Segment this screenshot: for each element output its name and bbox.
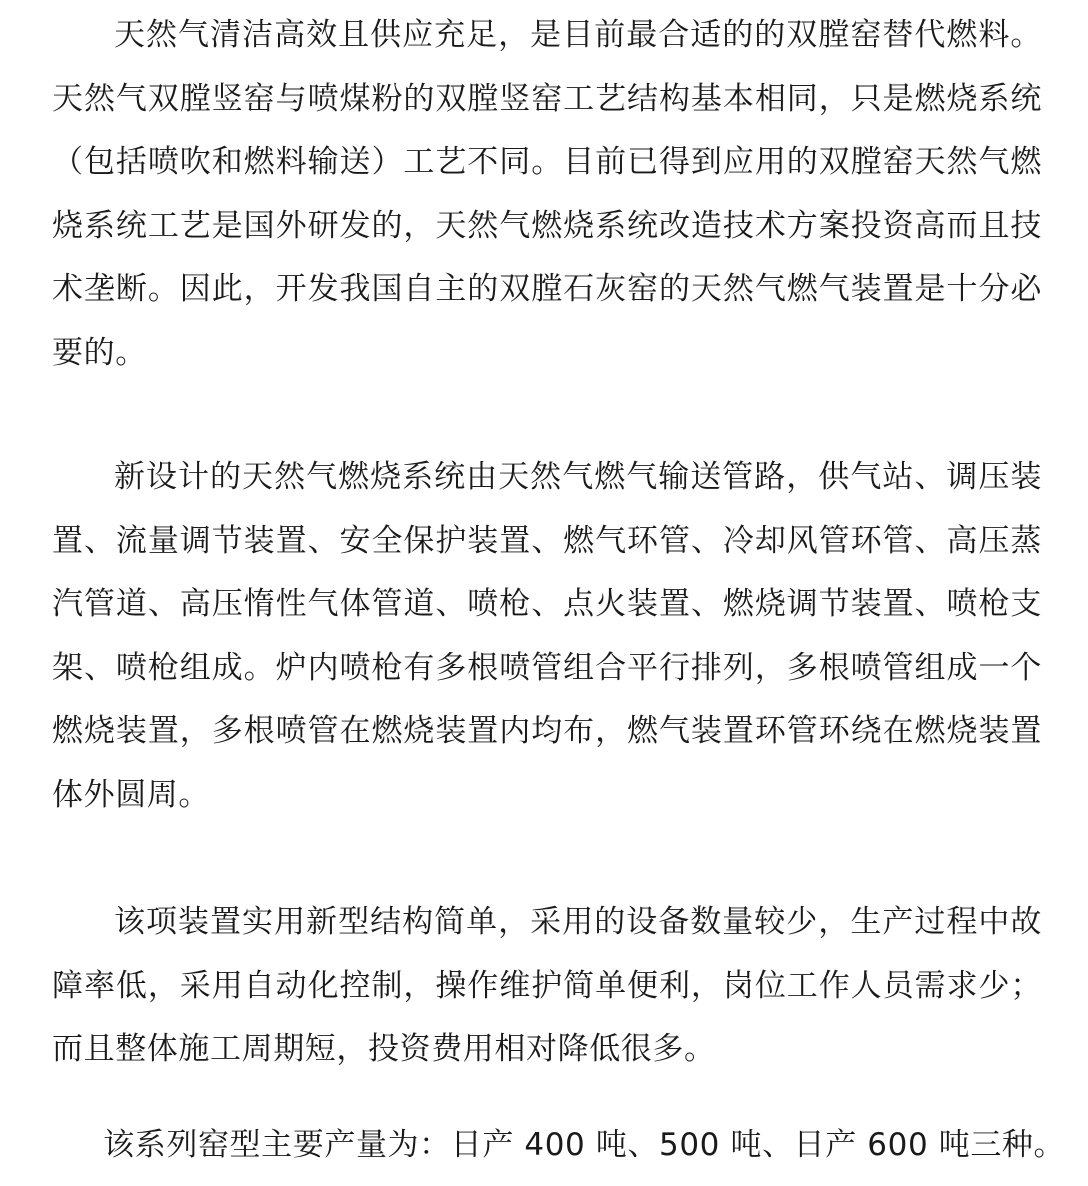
paragraph-device-advantages: 该项装置实用新型结构简单，采用的设备数量较少，生产过程中故障率低，采用自动化控制，操作维护简单便利，岗位工作人员需求少；而且整体施工周期短，投资费用相对降低很多。 <box>52 904 1042 1068</box>
paragraph-kiln-capacity: 该系列窑型主要产量为：日产 400 吨、500 吨、日产 600 吨三种。 <box>103 1127 1066 1163</box>
paragraph-natural-gas-background: 天然气清洁高效且供应充足，是目前最合适的的双膛窑替代燃料。天然气双膛竖窑与喷煤粉的双膛竖窑工艺结构基本相同，只是燃烧系统（包括喷吹和燃料输送）工艺不同。目前已得到应用的双膛窑天然气燃烧系统工艺是国外研发的，天然气燃烧系统改造技术方案投资高而且技术垄断。因此，开发我国自主的双膛石灰窑的天然气燃气装置是十分必要的。 <box>52 17 1042 371</box>
paragraph-combustion-system-design: 新设计的天然气燃烧系统由天然气燃气输送管路，供气站、调压装置、流量调节装置、安全保护装置、燃气环管、冷却风管环管、高压蒸汽管道、高压惰性气体管道、喷枪、点火装置、燃烧调节装置、喷枪支架、喷枪组成。炉内喷枪有多根喷管组合平行排列，多根喷管组成一个燃烧装置，多根喷管在燃烧装置内均布，燃气装置环管环绕在燃烧装置体外圆周。 <box>52 459 1042 813</box>
